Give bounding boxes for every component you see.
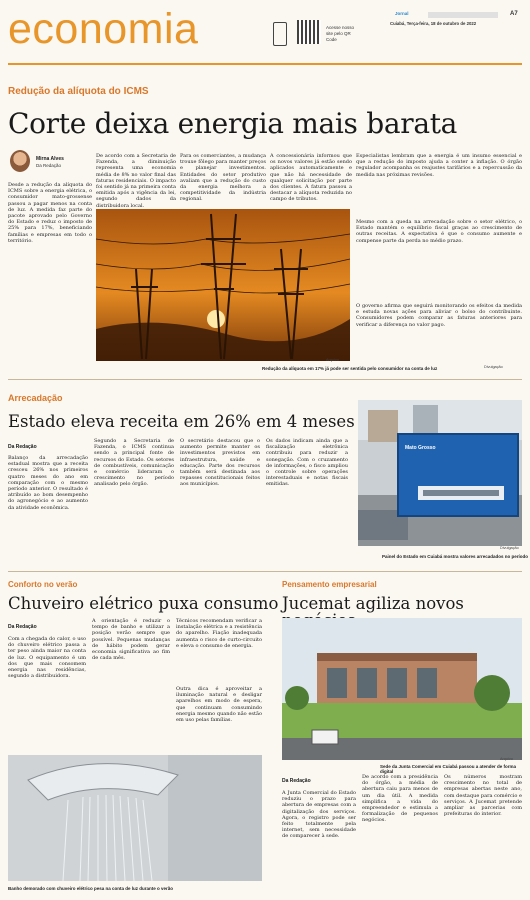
lead-column-2: De acordo com a Secretaria de Fazenda, a diminuição representa uma economia média de 8% no valor final das faturas residenciais. O impacto foi sentido já na primeira conta emitida após a vigência da lei, segundo dados da distribuidora local. [96,153,176,209]
lead-kicker: Redução da alíquota do ICMS [8,86,149,97]
qr-text: Acesse nosso site pelo QR Code [326,25,355,42]
author-role: Da Redação [36,163,62,168]
sidebar-credit: Divulgação [484,365,503,369]
jucemat-column-1: A Junta Comercial do Estado reduziu o prazo para abertura de empresas com a digitalização dos serviços. Agora, o registro pode ser feito totalmente pela internet, sem necessidade de comparecer à sede. [282,790,356,840]
section-divider-1 [8,379,522,380]
header-rule [8,63,522,65]
jucemat-kicker: Pensamento empresarial [282,580,377,589]
lead-column-3: Para os comerciantes, a mudança trouxe fôlego para manter preços e planejar investimentos. Entidades do setor produtivo avaliam que a redução do custo da energia melhora a competitividade da indústria regional. [180,153,266,203]
revenue-byline: Da Redação [8,444,37,450]
logo-icon [273,22,287,46]
lead-photo-caption: Redução da alíquota em 17% já pode ser sentida pelo consumidor na conta de luz [262,366,438,371]
qr-code-icon [297,20,321,44]
shower-byline: Da Redação [8,624,37,630]
lead-column-1: Desde a redução da alíquota do ICMS sobre a energia elétrica, o consumidor mato-grossense passou a pagar menos na conta de luz. A medida faz parte do pacote aprovado pelo Governo do Estado e reduz o imposto de 25% para 17%, beneficiando famílias e empresas em todo o território. [8,182,92,244]
shower-photo-caption: Banho demorado com chuveiro elétrico pesa na conta de luz durante o verão [8,886,174,891]
lead-column-6: Mesmo com a queda na arrecadação sobre o setor elétrico, o Estado mantém o equilíbrio fiscal graças ao crescimento de outras receitas. A expectativa é que o consumo aumente e compense parte da perda no médio prazo. [356,219,522,244]
section-divider-2 [8,571,522,572]
revenue-column-3: O secretário destacou que o aumento permite manter os investimentos previstos em infraestrutura, saúde e educação. Parte dos recursos também será destinada aos repasses constitucionais feitos aos municípios. [180,438,260,488]
dateline: Cuiabá, Terça-feira, 18 de outubro de 2022 [390,21,477,26]
revenue-column-2: Segundo a Secretaria de Fazenda, o ICMS continua sendo a principal fonte de recursos do Estado. Os setores de combustíveis, comunicação e comércio lideraram o crescimento no período analisado pelo órgão. [94,438,174,488]
shower-column-1: Com a chegada do calor, o uso do chuveiro elétrico passa a ter peso ainda maior na conta de luz. O equipamento é um dos que mais consomem energia nas residências, segundo a distribuidora. [8,636,86,680]
revenue-photo-caption: Painel do Estado em Cuiabá mostra valores arrecadados no período [382,554,529,559]
revenue-sign-text: Mato Grosso [405,445,436,451]
author-name: Mirna Alves [36,156,64,162]
revenue-photo [358,400,522,546]
author-avatar [10,150,30,172]
jucemat-column-3: Os números mostram crescimento no total de empresas abertas neste ano, com destaque para comércio e serviços. A Jucemat pretende ampliar as parcerias com prefeituras do interior. [444,774,522,818]
revenue-photo-credit: Divulgação [500,546,519,550]
shower-column-3: Técnicos recomendam verificar a instalação elétrica e a resistência do aparelho. Fiação inadequada aumenta o risco de curto-circuito e eleva o consumo de energia. [176,618,262,649]
brand-label: Jornal [395,11,409,16]
revenue-kicker: Arrecadação [8,393,63,403]
power-lines-photo [96,209,350,361]
jucemat-photo-caption: Sede da Junta Comercial em Cuiabá passou a atender de forma digital [380,764,517,774]
jucemat-column-2: De acordo com a presidência do órgão, a média de abertura caiu para menos de um dia útil. A medida simplifica a vida do empreendedor e estimula a formalização de pequenos negócios. [362,774,438,824]
brand-bar [428,12,498,18]
lead-photo-credit: Arquivo [326,358,339,362]
revenue-headline: Estado eleva receita em 26% em 4 meses [8,412,355,431]
revenue-column-1: Balanço da arrecadação estadual mostra que a receita cresceu 26% nos primeiros quatro meses do ano em comparação com o mesmo período anterior. O resultado é atribuído ao bom desempenho do agronegócio e ao aumento da atividade econômica. [8,455,88,511]
shower-kicker: Conforto no verão [8,580,78,589]
shower-column-2: A orientação é reduzir o tempo de banho e utilizar a posição verão sempre que possível. Pequenas mudanças de hábito podem gerar economia significativa ao fim de cada mês. [92,618,170,662]
jucemat-headline: Jucemat agiliza novos [282,594,464,613]
jucemat-byline: Da Redação [282,778,311,784]
shower-column-4: Outra dica é aproveitar a iluminação natural e desligar aparelhos em modo de espera, que continuam consumindo energia mesmo quando não estão em uso pelas famílias. [176,686,262,724]
lead-column-4: A concessionária informou que os novos valores já estão sendo aplicados automaticamente e que não há necessidade de qualquer solicitação por parte dos clientes. A fatura passou a destacar a alíquota reduzida no campo de tributos. [270,153,352,203]
revenue-column-4: Os dados indicam ainda que a fiscalização eletrônica contribuiu para reduzir a sonegação. Com o cruzamento de informações, o fisco ampliou o controle sobre operações interestaduais e notas fiscais emitidas. [266,438,348,488]
jucemat-building-photo [282,618,522,760]
shower-headline: Chuveiro elétrico puxa consumo [8,594,279,613]
section-masthead: economia [8,5,199,53]
lead-column-5: Especialistas lembram que a energia é um insumo essencial e que a redução do imposto ajuda a conter a inflação. O órgão regulador acompanha os reajustes tarifários e a repercussão da medida nas próximas revisões. [356,153,522,178]
lead-headline: Corte deixa energia mais barata [8,107,458,140]
lead-column-7: O governo afirma que seguirá monitorando os efeitos da medida e estuda novas ações para aliviar o bolso do contribuinte. Consumidores podem comparar as faturas anteriores para verificar a diferença no valor pago. [356,303,522,328]
jucemat-photo-credit: Arquivo [500,757,513,761]
page-number: A7 [510,11,518,17]
shower-photo [8,755,262,881]
